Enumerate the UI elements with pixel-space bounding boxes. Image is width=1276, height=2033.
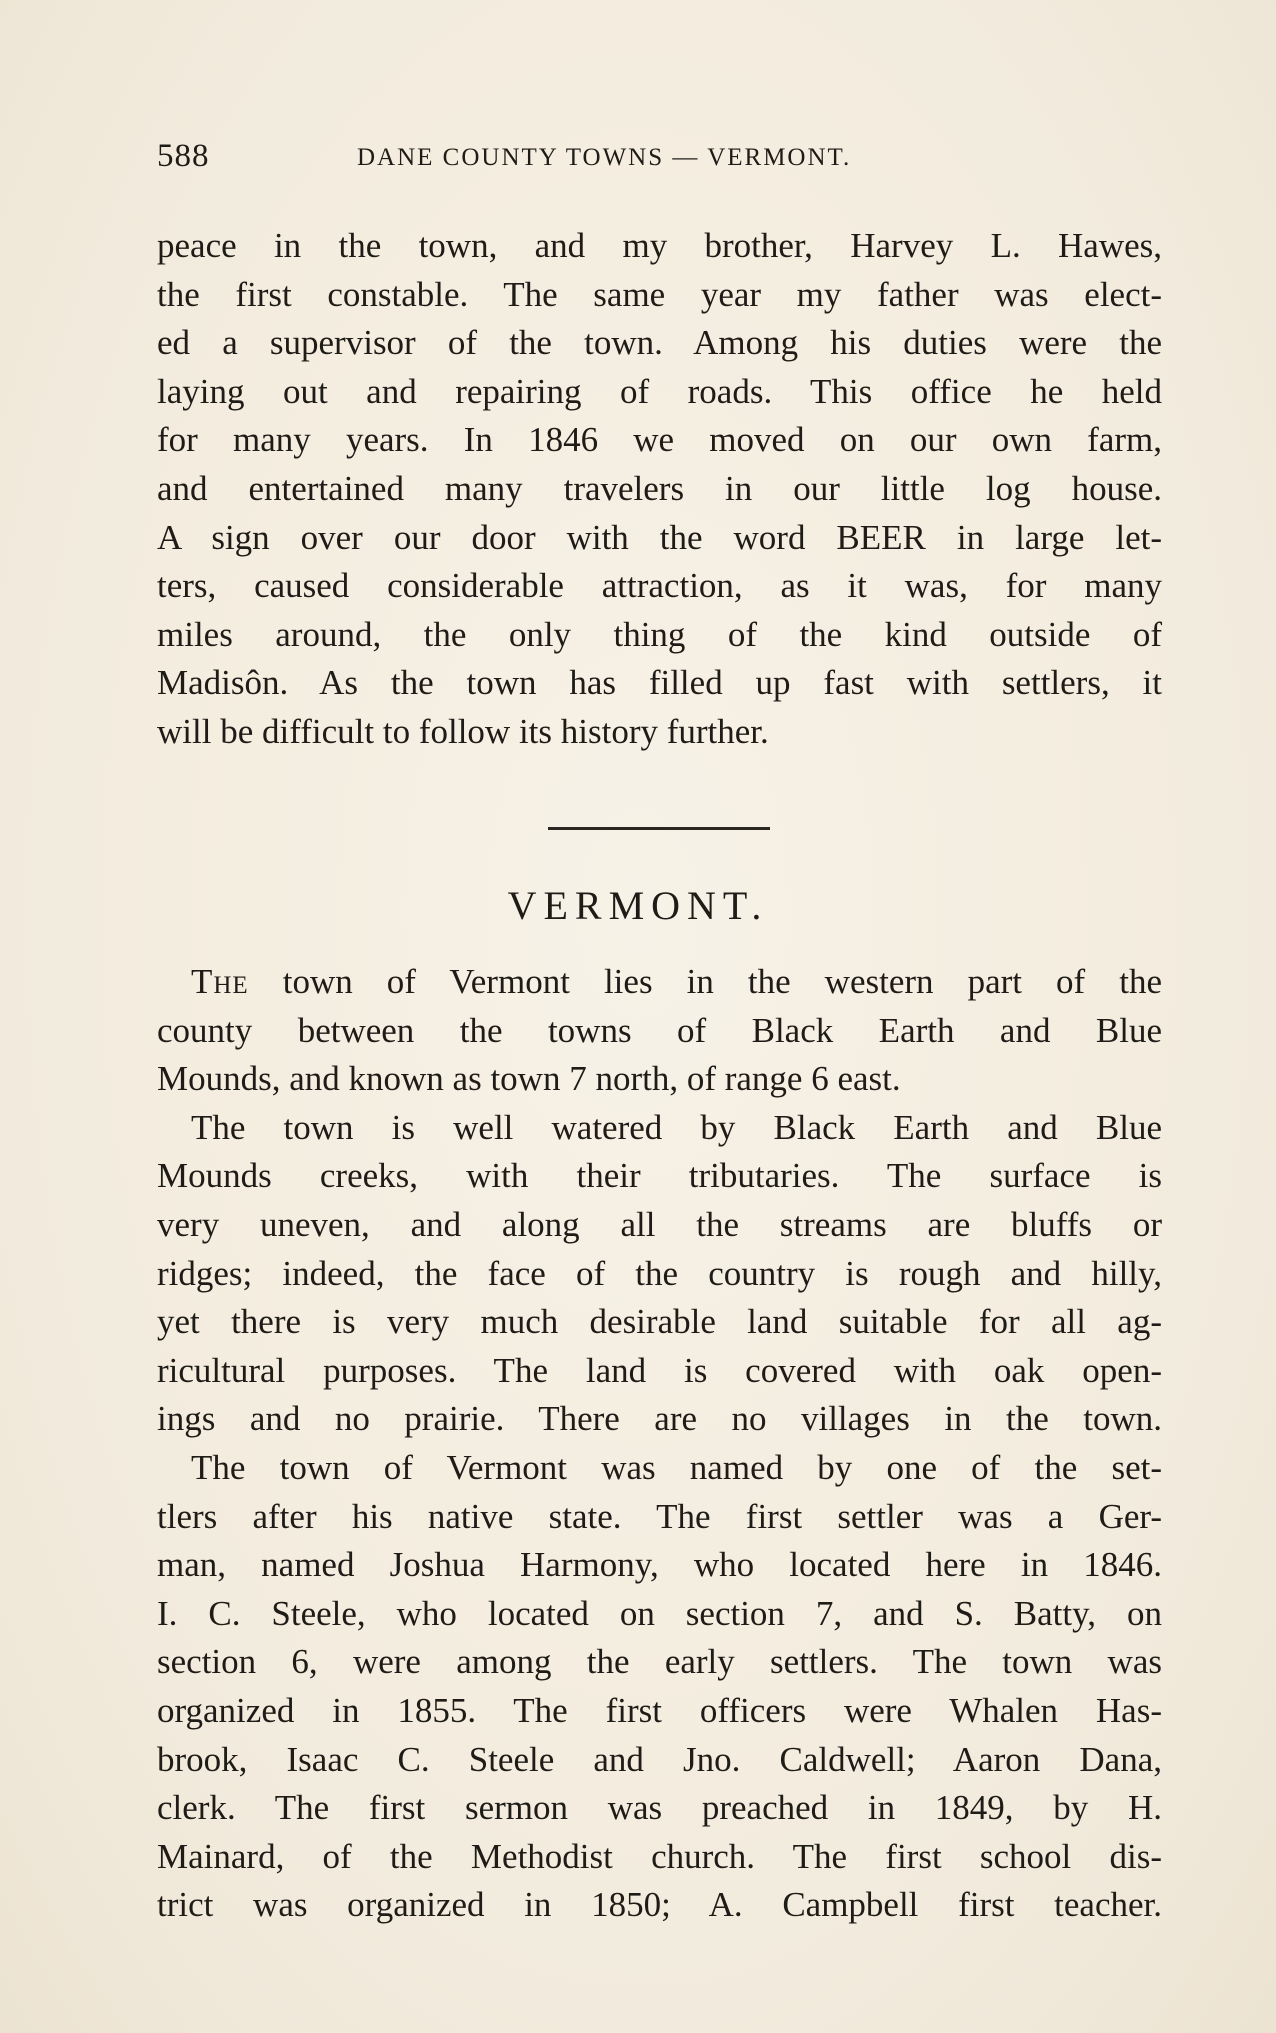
text-line: The town of Vermont was named by one of the set- [191, 1447, 1162, 1487]
text-line: organized in 1855. The first officers were Whalen Has- [157, 1690, 1162, 1730]
text-line: trict was organized in 1850; A. Campbell first teacher. [157, 1885, 1162, 1925]
text-line: will be difficult to follow its history further. [157, 711, 769, 751]
text-line: ridges; indeed, the face of the country is rough and hilly, [157, 1253, 1162, 1293]
text-line: The town is well watered by Black Earth and Blue [191, 1107, 1162, 1147]
section-heading: VERMONT. [507, 883, 769, 928]
text-line: ters, caused considerable attraction, as it was, for many [157, 566, 1162, 606]
first-word: The [191, 962, 249, 1001]
text-line: tlers after his native state. The first settler was a Ger- [157, 1496, 1162, 1536]
first-line-rest: town of Vermont lies in the western part of the [248, 962, 1162, 1001]
running-head [157, 138, 973, 178]
text-line: for many years. In 1846 we moved on our own farm, [157, 420, 1162, 460]
text-line: very uneven, and along all the streams are bluffs or [157, 1204, 1162, 1244]
text-line: I. C. Steele, who located on section 7, and S. Batty, on [157, 1593, 1162, 1633]
text-line: Mounds, and known as town 7 north, of range 6 east. [157, 1059, 901, 1099]
text-line: Mounds creeks, with their tributaries. The surface is [157, 1156, 1162, 1196]
text-line: yet there is very much desirable land suitable for all ag- [157, 1302, 1162, 1342]
text-line: peace in the town, and my brother, Harvey L. Hawes, [157, 226, 1162, 265]
text-line: A sign over our door with the word BEER in large let- [157, 517, 1162, 557]
text-line: laying out and repairing of roads. This office he held [157, 371, 1162, 411]
text-line: ricultural purposes. The land is covered with oak open- [157, 1350, 1162, 1390]
vermont-section-body [157, 958, 1162, 1930]
text-line [157, 958, 1162, 1007]
text-line: clerk. The first sermon was preached in 1849, by H. [157, 1788, 1162, 1828]
text-line: section 6, were among the early settlers. The town was [157, 1642, 1162, 1682]
text-line: and entertained many travelers in our little log house. [157, 468, 1162, 508]
running-title: DANE COUNTY TOWNS — VERMONT. [357, 144, 852, 171]
text-line: miles around, the only thing of the kind outside of [157, 614, 1162, 654]
text-line: county between the towns of Black Earth and Blue [157, 1010, 1162, 1050]
text-line: ed a supervisor of the town. Among his duties were the [157, 323, 1162, 363]
text-line: brook, Isaac C. Steele and Jno. Caldwell; Aaron Dana, [157, 1739, 1162, 1779]
text-line: man, named Joshua Harmony, who located here in 1846. [157, 1545, 1162, 1585]
section-divider-rule [548, 827, 770, 830]
text-line: Madisôn. As the town has filled up fast with settlers, it [157, 663, 1162, 703]
page-number: 588 [157, 138, 210, 174]
text-line: the first constable. The same year my father was elect- [157, 274, 1162, 314]
intro-paragraph [157, 222, 1162, 757]
text-line: ings and no prairie. There are no villages in the town. [157, 1399, 1162, 1439]
text-line: Mainard, of the Methodist church. The first school dis- [157, 1836, 1162, 1876]
